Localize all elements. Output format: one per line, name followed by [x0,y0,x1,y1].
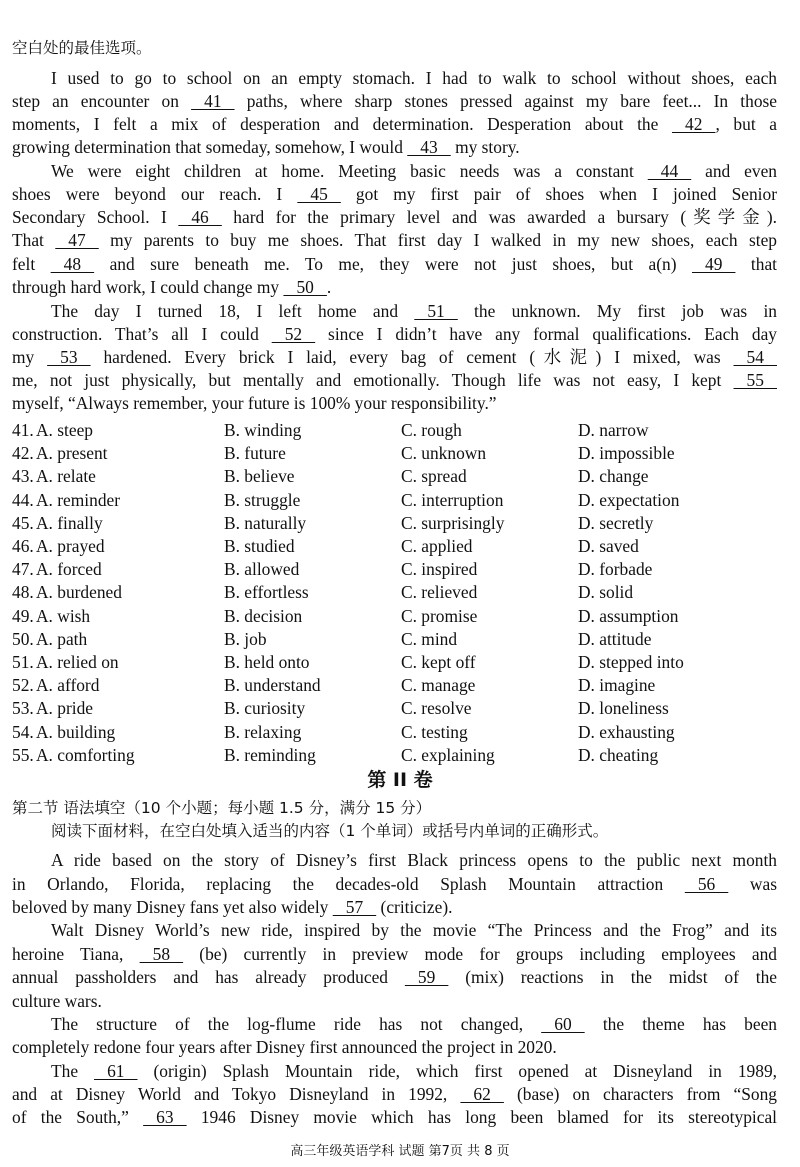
text-segment: We were eight children at home. Meeting basic needs was a constant [51,161,648,181]
text-segment: got my first pair of shoes when I joined Senior [340,184,777,204]
text-segment: I used to go to school on an empty stomach. I had to walk to school without shoes, each [51,68,777,88]
text-segment: in Orlando, Florida, replacing the decades-old Splash Mountain attraction [12,874,685,894]
answer-blank[interactable]: 63 [143,1107,187,1127]
page-footer: 高三年级英语学科 试题 第7页 共 8 页 [290,1144,510,1159]
text-line [12,276,777,299]
text-line [12,896,777,919]
option-choice[interactable]: B. believe [224,466,295,487]
answer-blank[interactable]: 61 [94,1061,138,1081]
text-segment: Walt Disney World’s new ride, inspired by the movie “The Princess and the Frog” and its [51,920,777,940]
text-line [12,253,777,276]
option-choice[interactable]: C. surprisingly [401,512,505,533]
option-choice[interactable]: A. wish [36,605,91,626]
question-number: 55. [12,744,34,765]
option-choice[interactable]: C. relieved [401,582,478,603]
text-line [12,229,777,252]
text-segment: annual passholders and has already produced [12,967,405,987]
text-segment: (origin) Splash Mountain ride, which first opened at Disneyland in 1989, [137,1061,777,1081]
text-segment: that [735,254,777,274]
answer-blank[interactable]: 51 [414,301,458,321]
text-line [51,849,777,872]
text-line [12,943,777,966]
text-segment: , but a [715,114,777,134]
text-line [51,919,777,942]
text-segment: The [51,1061,95,1081]
text-segment: That [12,230,56,250]
text-segment: was [728,874,777,894]
answer-blank[interactable]: 50 [283,277,327,297]
answer-blank[interactable]: 43 [407,137,451,157]
option-choice[interactable]: C. rough [401,420,462,440]
text-line [12,966,777,989]
option-choice[interactable]: C. applied [401,536,473,556]
option-choice[interactable]: C. promise [401,605,478,626]
text-segment: through hard work, I could change my [12,277,284,297]
answer-blank[interactable]: 45 [297,184,341,204]
option-choice[interactable]: B. studied [224,536,295,556]
option-choice[interactable]: A. pride [36,698,93,719]
text-line [12,990,777,1013]
option-choice[interactable]: D. solid [578,582,634,603]
option-choice[interactable]: A. prayed [36,536,105,556]
option-choice[interactable]: A. afford [36,675,100,696]
text-line [12,1036,777,1059]
option-choice[interactable]: B. effortless [224,582,309,603]
option-choice[interactable]: A. burdened [36,582,122,603]
text-segment: moments, I felt a mix of desperation and determination. Desperation about the [12,114,672,134]
answer-blank[interactable]: 62 [460,1084,504,1104]
option-choice[interactable]: D. assumption [578,605,679,626]
answer-blank[interactable]: 48 [50,254,95,274]
option-choice[interactable]: B. winding [224,420,302,440]
text-line [12,90,777,113]
option-choice[interactable]: B. reminding [224,744,316,765]
option-choice[interactable]: A. building [36,721,116,742]
text-line [12,183,777,206]
answer-blank[interactable]: 56 [684,874,729,894]
text-segment: Secondary School. I [12,207,179,227]
text-segment: my [12,347,48,367]
section-instruction: 阅读下面材料，在空白处填入适当的内容（1 个单词）或括号内单词的正确形式。 [51,822,609,840]
text-line [12,323,777,346]
text-segment: since I didn’t have any formal qualifications. Each day [315,324,777,344]
question-number: 51. [12,652,34,672]
text-segment: of the South,” [12,1107,144,1127]
text-segment: hardened. Every brick I laid, every bag of cement (水泥) I mixed, was [90,347,734,367]
option-choice[interactable]: D. change [578,466,649,487]
text-line [51,1013,777,1036]
question-number: 42. [12,443,34,464]
answer-blank[interactable]: 49 [691,254,736,274]
question-number: 49. [12,605,34,626]
answer-blank[interactable]: 53 [47,347,91,367]
option-choice[interactable]: D. secretly [578,512,654,533]
answer-blank[interactable]: 60 [541,1014,585,1034]
option-choice[interactable]: D. loneliness [578,698,669,719]
text-line [51,160,777,183]
text-segment: the unknown. My first job was in [457,301,777,321]
answer-blank[interactable]: 42 [671,114,716,134]
text-segment: growing determination that someday, somehow, I would [12,137,408,157]
option-choice[interactable]: B. curiosity [224,698,306,719]
option-choice[interactable]: D. expectation [578,489,680,510]
text-segment: felt [12,254,51,274]
text-segment: and even [691,161,777,181]
question-number: 44. [12,489,34,510]
text-line [51,67,777,90]
question-number: 48. [12,582,34,603]
text-segment: beloved by many Disney fans yet also widely [12,897,333,917]
question-number: 50. [12,628,34,649]
option-choice[interactable]: B. allowed [224,559,300,580]
option-choice[interactable]: A. finally [36,512,103,533]
option-choice[interactable]: B. naturally [224,512,307,533]
option-choice[interactable]: D. imagine [578,675,656,696]
option-choice[interactable]: B. future [224,443,286,464]
text-segment: (base) on characters from “Song [503,1084,777,1104]
answer-blank[interactable]: 57 [332,897,377,917]
option-choice[interactable]: C. unknown [401,443,487,464]
option-choice[interactable]: D. cheating [578,744,659,765]
text-segment: my story. [450,137,520,157]
option-choice[interactable]: D. impossible [578,443,675,464]
answer-blank[interactable]: 52 [271,324,316,344]
text-segment: (mix) reactions in the midst of the [448,967,777,987]
text-segment: my parents to buy me shoes. That first day I walked in my new shoes, each step [98,230,777,250]
option-choice[interactable]: C. mind [401,628,458,649]
question-number: 47. [12,559,34,580]
answer-blank[interactable]: 59 [404,967,449,987]
question-number: 54. [12,721,34,742]
text-segment: myself, “Always remember, your future is 100% your responsibility.” [12,393,497,413]
option-choice[interactable]: D. exhausting [578,721,675,742]
text-line [51,300,777,323]
text-segment: construction. That’s all I could [12,324,272,344]
text-line [12,206,777,229]
option-choice[interactable]: C. testing [401,721,468,742]
text-segment: The day I turned 18, I left home and [51,301,415,321]
text-segment: The structure of the log-flume ride has not changed, [51,1014,542,1034]
text-segment: and at Disney World and Tokyo Disneyland in 1992, [12,1084,461,1104]
option-choice[interactable]: C. explaining [401,744,495,765]
text-segment: (criticize). [376,897,453,917]
option-choice[interactable]: B. decision [224,605,303,626]
option-choice[interactable]: A. relied on [36,652,119,672]
text-line [12,136,777,159]
question-number: 53. [12,698,34,719]
text-segment: paths, where sharp stones pressed against my bare feet... In those [234,91,777,111]
question-number: 46. [12,536,34,556]
option-choice[interactable]: C. spread [401,466,467,487]
option-choice[interactable]: A. comforting [36,744,135,765]
text-line [12,113,777,136]
option-choice[interactable]: C. interruption [401,489,504,510]
text-segment: and sure beneath me. To me, they were not just shoes, but a(n) [94,254,692,274]
option-choice[interactable]: D. stepped into [578,652,684,672]
question-number: 43. [12,466,34,487]
option-choice[interactable]: A. relate [36,466,96,487]
section-heading: 第 II 卷 [367,769,433,791]
question-number: 45. [12,512,34,533]
option-choice[interactable]: C. inspired [401,559,478,580]
option-choice[interactable]: A. path [36,628,88,649]
text-line [12,369,777,392]
text-segment: culture wars. [12,991,102,1011]
text-segment: step an encounter on [12,91,192,111]
text-segment: me, not just physically, but mentally and emotionally. Though life was not easy, I kept [12,370,734,390]
option-choice[interactable]: B. understand [224,675,321,696]
text-segment: (be) currently in preview mode for groups including employees and [183,944,777,964]
text-segment: shoes were beyond our reach. I [12,184,298,204]
section-title: 第二节 语法填空（10 个小题；每小题 1.5 分，满分 15 分） [12,799,432,817]
option-choice[interactable]: A. steep [36,420,93,440]
answer-blank[interactable]: 47 [55,230,99,250]
answer-blank[interactable]: 54 [733,347,777,367]
option-choice[interactable]: B. job [224,628,267,649]
option-choice[interactable]: A. reminder [36,489,121,510]
text-line [51,1060,777,1083]
text-segment: completely redone four years after Disney first announced the project in 2020. [12,1037,557,1057]
text-segment: the theme has been [584,1014,777,1034]
answer-blank[interactable]: 46 [178,207,222,227]
question-number: 41. [12,420,34,440]
option-choice[interactable]: B. struggle [224,489,301,510]
option-choice[interactable]: C. resolve [401,698,472,719]
option-choice[interactable]: C. manage [401,675,476,696]
option-choice[interactable]: D. attitude [578,628,652,649]
option-choice[interactable]: D. saved [578,536,639,556]
text-line [12,1083,777,1106]
option-choice[interactable]: B. held onto [224,652,310,672]
text-line [12,873,777,896]
text-segment: 1946 Disney movie which has long been blamed for its stereotypical [186,1107,777,1127]
answer-blank[interactable]: 58 [139,944,184,964]
option-choice[interactable]: A. present [36,443,108,464]
option-choice[interactable]: B. relaxing [224,721,302,742]
text-segment: A ride based on the story of Disney’s first Black princess opens to the public next month [51,850,777,870]
text-segment: heroine Tiana, [12,944,140,964]
option-choice[interactable]: D. forbade [578,559,653,580]
question-number: 52. [12,675,34,696]
option-choice[interactable]: D. narrow [578,420,649,440]
text-line [12,346,777,369]
text-segment: hard for the primary level and was awarded a bursary (奖学金). [221,207,777,227]
option-choice[interactable]: A. forced [36,559,102,580]
answer-blank[interactable]: 41 [191,91,235,111]
option-choice[interactable]: C. kept off [401,652,476,672]
text-line [12,1106,777,1129]
text-segment: . [326,277,332,297]
answer-blank[interactable]: 44 [647,161,692,181]
instruction-tail: 空白处的最佳选项。 [12,39,152,57]
answer-blank[interactable]: 55 [733,370,777,390]
text-line [12,392,777,415]
